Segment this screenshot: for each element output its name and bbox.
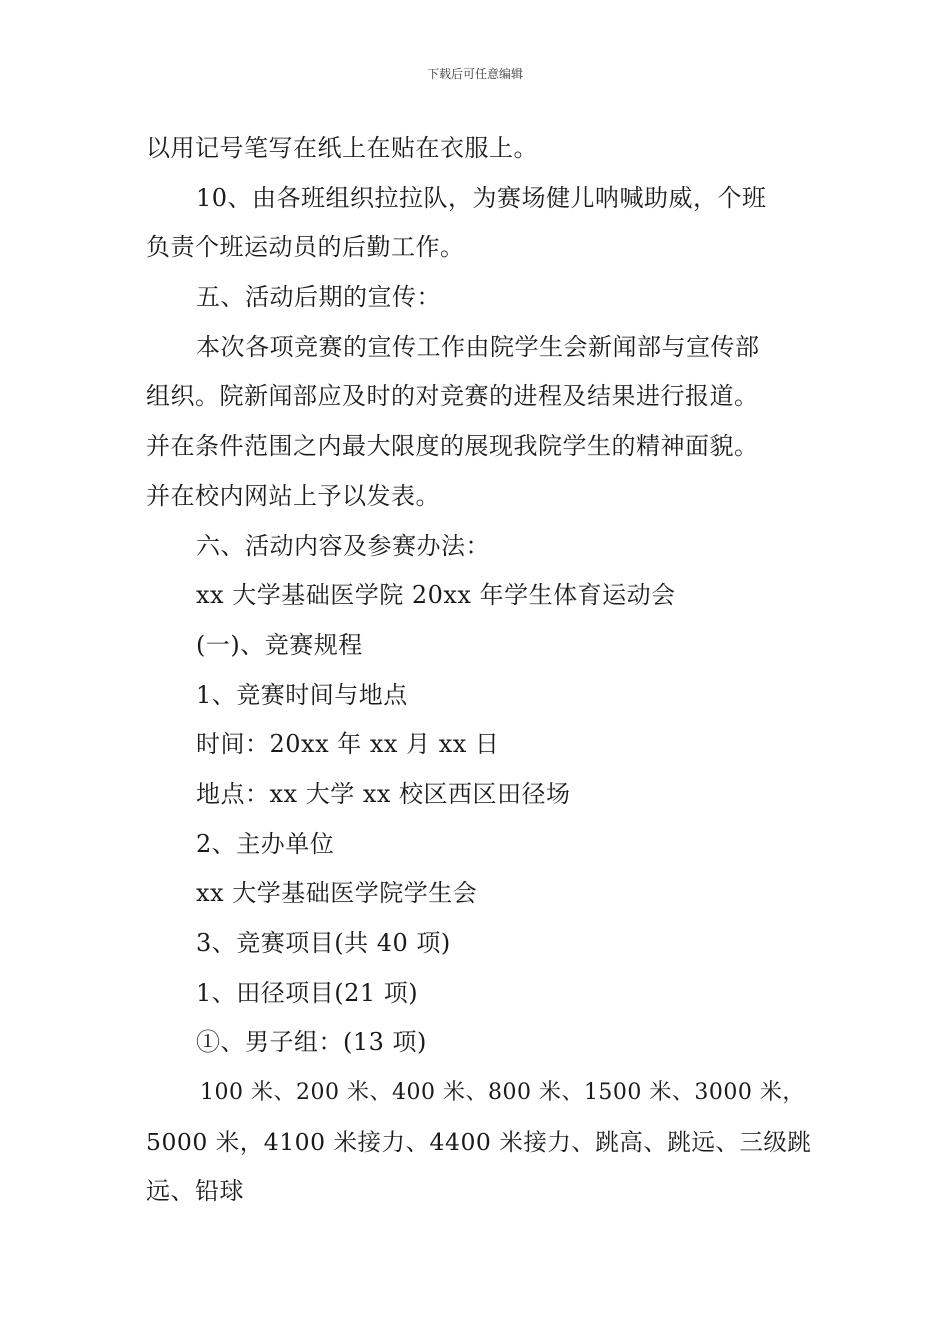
text-line: 100 米、200 米、400 米、800 米、1500 米、3000 米， bbox=[200, 1080, 805, 1106]
text-line: xx 大学基础医学院学生会 bbox=[196, 879, 478, 908]
text-line: 3、竞赛项目(共 40 项) bbox=[196, 929, 451, 957]
text-line: ①、男子组：(13 项) bbox=[196, 1028, 427, 1057]
text-line: 以用记号笔写在纸上在贴在衣服上。 bbox=[146, 134, 538, 162]
text-line: 远、铅球 bbox=[146, 1177, 244, 1206]
text-line: 地点：xx 大学 xx 校区西区田径场 bbox=[196, 779, 571, 808]
text-line: 并在校内网站上予以发表。 bbox=[146, 481, 440, 510]
text-line: 负责个班运动员的后勤工作。 bbox=[146, 233, 465, 262]
text-line: 1、竞赛时间与地点 bbox=[196, 680, 408, 709]
text-line: 并在条件范围之内最大限度的展现我院学生的精神面貌。 bbox=[146, 432, 759, 461]
text-line: 5000 米，4100 米接力、4400 米接力、跳高、跳远、三级跳 bbox=[146, 1127, 812, 1156]
text-line: 组织。院新闻部应及时的对竞赛的进程及结果进行报道。 bbox=[146, 382, 759, 411]
text-line: 2、主办单位 bbox=[196, 829, 335, 858]
text-line: 1、田径项目(21 项) bbox=[196, 978, 419, 1007]
text-line: 10、由各班组织拉拉队，为赛场健儿呐喊助威，个班 bbox=[196, 183, 767, 212]
text-line: 时间：20xx 年 xx 月 xx 日 bbox=[196, 730, 500, 759]
section-heading: 六、活动内容及参赛办法： bbox=[196, 531, 490, 560]
page-header: 下载后可任意编辑 bbox=[426, 67, 523, 81]
text-line: xx 大学基础医学院 20xx 年学生体育运动会 bbox=[196, 581, 676, 610]
subsection-heading: (一)、竞赛规程 bbox=[196, 630, 363, 659]
document-body bbox=[146, 124, 816, 1217]
section-heading: 五、活动后期的宣传： bbox=[196, 283, 441, 312]
text-line: 本次各项竞赛的宣传工作由院学生会新闻部与宣传部 bbox=[196, 332, 760, 361]
